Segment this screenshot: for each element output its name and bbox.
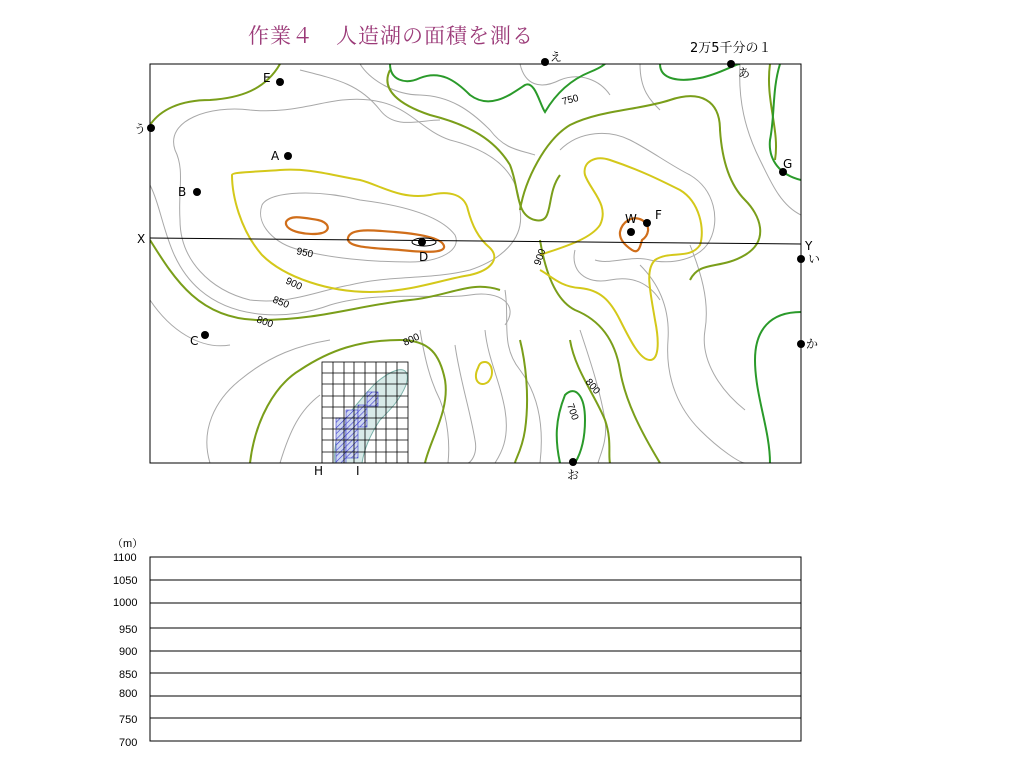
label-g: G [783, 157, 793, 171]
label-b: B [178, 185, 187, 199]
elevation-tick-label: 850 [119, 669, 138, 681]
label-hiragana-o: お [567, 468, 580, 482]
point-d-marker [418, 238, 426, 246]
contour-lines [150, 64, 801, 463]
label-hiragana-ka: か [806, 337, 819, 351]
label-hiragana-i: い [808, 252, 821, 266]
point-a-marker [284, 152, 292, 160]
page-title: 作業４ 人造湖の面積を測る [248, 24, 534, 48]
elevation-tick-label: 750 [119, 714, 138, 726]
label-y: Y [805, 239, 813, 253]
elevation-tick-label: 1050 [113, 575, 138, 587]
label-w: W [625, 212, 637, 226]
profile-chart [112, 537, 801, 749]
label-d: D [419, 250, 429, 264]
section-line-xy [150, 238, 801, 244]
label-i: I [356, 464, 360, 478]
map-frame [150, 64, 801, 463]
label-c: C [190, 334, 199, 348]
contour-label: 800 [254, 314, 275, 331]
point-c-marker [201, 331, 209, 339]
point-u-marker [147, 124, 155, 132]
label-a: A [271, 149, 280, 163]
point-w-marker [627, 228, 635, 236]
elevation-tick-label: 700 [119, 737, 138, 749]
contour-label: 750 [560, 92, 580, 108]
contour-label: 800 [582, 376, 602, 397]
label-hiragana-a: あ [738, 66, 751, 80]
contour-label: 950 [295, 246, 314, 261]
point-hiragana-ka-marker [797, 340, 805, 348]
profile-frame [150, 557, 801, 741]
elevation-tick-label: 900 [119, 646, 138, 658]
point-markers [147, 58, 805, 466]
label-e: E [263, 71, 271, 85]
contour-label: 700 [564, 402, 581, 422]
point-e-marker [276, 78, 284, 86]
profile-unit-label: （m） [112, 538, 144, 550]
point-hiragana-a-marker [727, 60, 735, 68]
label-u: う [134, 122, 147, 136]
elevation-tick-label: 1000 [113, 597, 138, 609]
contour-label: 900 [532, 247, 549, 268]
point-hiragana-i-marker [797, 255, 805, 263]
elevation-tick-label: 950 [119, 624, 138, 636]
point-hiragana-e-marker [541, 58, 549, 66]
point-b-marker [193, 188, 201, 196]
elevation-tick-label: 800 [119, 688, 138, 700]
contour-label: 900 [283, 275, 304, 293]
label-f: F [655, 208, 662, 222]
point-hiragana-o-marker [569, 458, 577, 466]
map-scale: 2万5千分の１ [690, 41, 772, 56]
elevation-tick-label: 1100 [113, 552, 137, 564]
contour-label: 850 [270, 294, 291, 312]
contour-label: 800 [401, 331, 422, 349]
point-f-marker [643, 219, 651, 227]
label-hiragana-e: え [550, 50, 563, 64]
label-h: H [314, 464, 324, 478]
label-x: X [137, 232, 146, 246]
